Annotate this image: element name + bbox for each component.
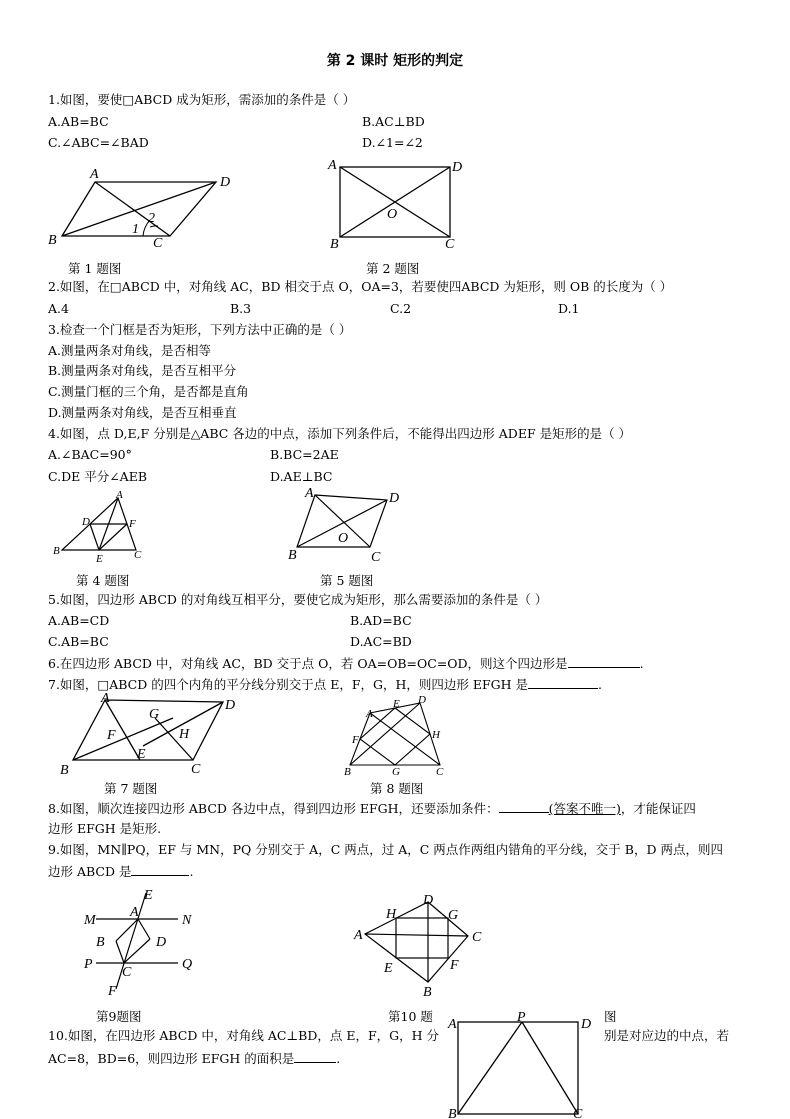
q5-option-c: C.AB=BC — [48, 634, 109, 649]
label-D: D — [452, 160, 463, 175]
label-A: A — [101, 691, 110, 706]
label-A: A — [90, 167, 99, 182]
label-D: D — [423, 893, 434, 908]
label-A: A — [354, 928, 363, 943]
label-A: A — [116, 489, 123, 501]
q10-line2-wrap — [48, 1050, 340, 1067]
label-E: E — [384, 961, 393, 976]
q4-option-c: C.DE 平分∠AEB — [48, 469, 148, 484]
caption-fig5: 第 5 题图 — [320, 573, 374, 588]
q9-answer-blank[interactable] — [131, 863, 189, 876]
label-1: 1 — [132, 222, 139, 237]
label-F: F — [129, 518, 136, 530]
q9-line2: 边形 ABCD 是 — [48, 864, 132, 879]
figure-9-parallel-lines — [78, 885, 208, 1000]
q3-option-b: B.测量两条对角线，是否互相平分 — [48, 363, 237, 378]
label-P: P — [517, 1010, 526, 1025]
q2-option-b: B.3 — [230, 301, 252, 316]
q2-stem: 2.如图，在□ABCD 中，对角线 AC，BD 相交于点 O，OA=3，若要使四ABCD 为矩形，则 OB 的长度为（ ） — [48, 279, 673, 294]
label-G: G — [149, 707, 160, 722]
figure-2-rectangle — [325, 155, 475, 255]
label-P: P — [84, 957, 93, 972]
label-E: E — [137, 747, 146, 762]
q10-tail: 别是对应边的中点，若 — [604, 1028, 730, 1043]
label-D: D — [156, 935, 167, 950]
label-B: B — [60, 763, 69, 778]
label-B: B — [53, 545, 60, 557]
q4-option-b: B.BC=2AE — [270, 447, 339, 462]
label-N: N — [182, 913, 192, 928]
label-F: F — [108, 984, 117, 999]
q5-stem: 5.如图，四边形 ABCD 的对角线互相平分，要使它成为矩形，那么需要添加的条件是（ ） — [48, 592, 548, 607]
figure-1-parallelogram — [40, 160, 230, 255]
q3-stem: 3.检查一个门框是否为矩形，下列方法中正确的是（ ） — [48, 322, 352, 337]
label-A: A — [448, 1017, 457, 1032]
label-C: C — [134, 549, 142, 561]
label-G: G — [448, 908, 459, 923]
q5-option-a: A.AB=CD — [48, 613, 110, 628]
label-G: G — [392, 766, 400, 778]
q4-stem: 4.如图，点 D,E,F 分别是△ABC 各边的中点，添加下列条件后，不能得出四边形 ADEF 是矩形的是（ ） — [48, 426, 632, 441]
q2-option-a: A.4 — [48, 301, 69, 316]
label-M: M — [84, 913, 96, 928]
caption-fig9: 第9题图 — [96, 1009, 142, 1024]
label-D: D — [418, 695, 426, 706]
label-B: B — [448, 1107, 457, 1119]
q7-stem: 7.如图，□ABCD 的四个内角的平分线分别交于点 E，F，G，H，则四边形 EFGH 是 — [48, 677, 529, 692]
figure-4-triangle — [50, 488, 150, 568]
label-B: B — [96, 935, 105, 950]
q1-stem: 1.如图，要使□ABCD 成为矩形，需添加的条件是（ ） — [48, 92, 356, 107]
q5-option-b: B.AD=BC — [350, 613, 412, 628]
label-E: E — [393, 698, 400, 710]
label-B: B — [330, 237, 339, 252]
q8-stem: 8.如图，顺次连接四边形 ABCD 各边中点，得到四边形 EFGH，还要添加条件： — [48, 801, 499, 816]
q10-answer-blank[interactable] — [294, 1050, 336, 1063]
label-B: B — [48, 233, 57, 248]
q4-option-d: D.AE⊥BC — [270, 469, 333, 484]
caption-fig10-tail: 图 — [604, 1009, 617, 1024]
label-O: O — [338, 531, 349, 546]
label-A: A — [305, 486, 314, 501]
caption-fig7: 第 7 题图 — [104, 781, 158, 796]
label-C: C — [472, 930, 482, 945]
label-E: E — [144, 888, 153, 903]
q1-option-b: B.AC⊥BD — [362, 114, 425, 129]
q9-line2-wrap — [48, 863, 193, 880]
q10-end: . — [336, 1051, 341, 1066]
q10-line2: AC=8，BD=6，则四边形 EFGH 的面积是 — [48, 1051, 295, 1066]
figure-5-parallelogram — [285, 485, 405, 570]
q9-stem: 9.如图，MN∥PQ，EF 与 MN，PQ 分别交于 A，C 两点，过 A，C 两点作两组内错角的平分线，交于 B，D 两点，则四 — [48, 842, 723, 857]
label-Q: Q — [182, 957, 193, 972]
q8-line2: 边形 EFGH 是矩形. — [48, 821, 162, 836]
q6-line — [48, 655, 644, 672]
q6-end: . — [639, 656, 644, 671]
q3-option-d: D.测量两条对角线，是否互相垂直 — [48, 405, 237, 420]
label-2: 2 — [148, 211, 155, 226]
label-A: A — [328, 158, 337, 173]
label-A: A — [366, 708, 373, 720]
label-C: C — [573, 1107, 583, 1119]
q4-option-a: A.∠BAC=90° — [48, 447, 132, 462]
figure-8-quadrilateral — [340, 695, 450, 780]
label-F: F — [352, 734, 359, 746]
label-C: C — [436, 766, 444, 778]
q8-hint: (答案不唯一) — [548, 801, 621, 816]
caption-fig1: 第 1 题图 — [68, 261, 122, 276]
q7-answer-blank[interactable] — [528, 676, 598, 689]
label-D: D — [220, 175, 230, 190]
label-A: A — [130, 905, 139, 920]
q1-option-a: A.AB=BC — [48, 114, 109, 129]
label-B: B — [344, 766, 351, 778]
q3-option-a: A.测量两条对角线，是否相等 — [48, 343, 212, 358]
caption-fig4: 第 4 题图 — [76, 573, 130, 588]
q2-option-d: D.1 — [558, 301, 580, 316]
page-title: 第 2 课时 矩形的判定 — [326, 53, 464, 69]
label-O: O — [387, 207, 398, 222]
q6-stem: 6.在四边形 ABCD 中，对角线 AC，BD 交于点 O，若 OA=OB=OC=OD，则这个四边形是 — [48, 656, 568, 671]
figure-rectangle-APD — [442, 1010, 602, 1119]
caption-fig8: 第 8 题图 — [370, 781, 424, 796]
q9-end: . — [189, 864, 194, 879]
q1-option-c: C.∠ABC=∠BAD — [48, 135, 149, 150]
label-F: F — [450, 958, 459, 973]
q3-option-c: C.测量门框的三个角，是否都是直角 — [48, 384, 249, 399]
label-D: D — [581, 1017, 592, 1032]
q7-end: . — [598, 677, 603, 692]
q2-option-c: C.2 — [390, 301, 412, 316]
label-D: D — [225, 698, 236, 713]
label-H: H — [386, 907, 397, 922]
q10-stem: 10.如图，在四边形 ABCD 中，对角线 AC⊥BD，点 E，F，G，H 分 — [48, 1028, 440, 1043]
q8-answer-blank[interactable] — [499, 800, 549, 813]
label-B: B — [423, 985, 432, 1000]
label-C: C — [153, 236, 163, 251]
label-D: D — [389, 491, 400, 506]
label-H: H — [179, 727, 190, 742]
label-C: C — [191, 762, 201, 777]
label-F: F — [107, 728, 116, 743]
q6-answer-blank[interactable] — [568, 655, 640, 668]
label-C: C — [371, 550, 381, 565]
caption-fig2: 第 2 题图 — [366, 261, 420, 276]
q1-option-d: D.∠1=∠2 — [362, 135, 423, 150]
label-E: E — [96, 553, 103, 565]
figure-10-quadrilateral — [350, 890, 490, 1000]
q8-tail: ，才能保证四 — [620, 801, 696, 816]
label-D: D — [82, 516, 90, 528]
q5-option-d: D.AC=BD — [350, 634, 412, 649]
label-C: C — [445, 237, 455, 252]
label-H: H — [432, 729, 440, 741]
label-C: C — [122, 965, 132, 980]
figure-7-parallelogram — [55, 690, 255, 780]
caption-fig10: 第10 题 — [388, 1009, 433, 1024]
q8-line — [48, 800, 696, 817]
label-B: B — [288, 548, 297, 563]
